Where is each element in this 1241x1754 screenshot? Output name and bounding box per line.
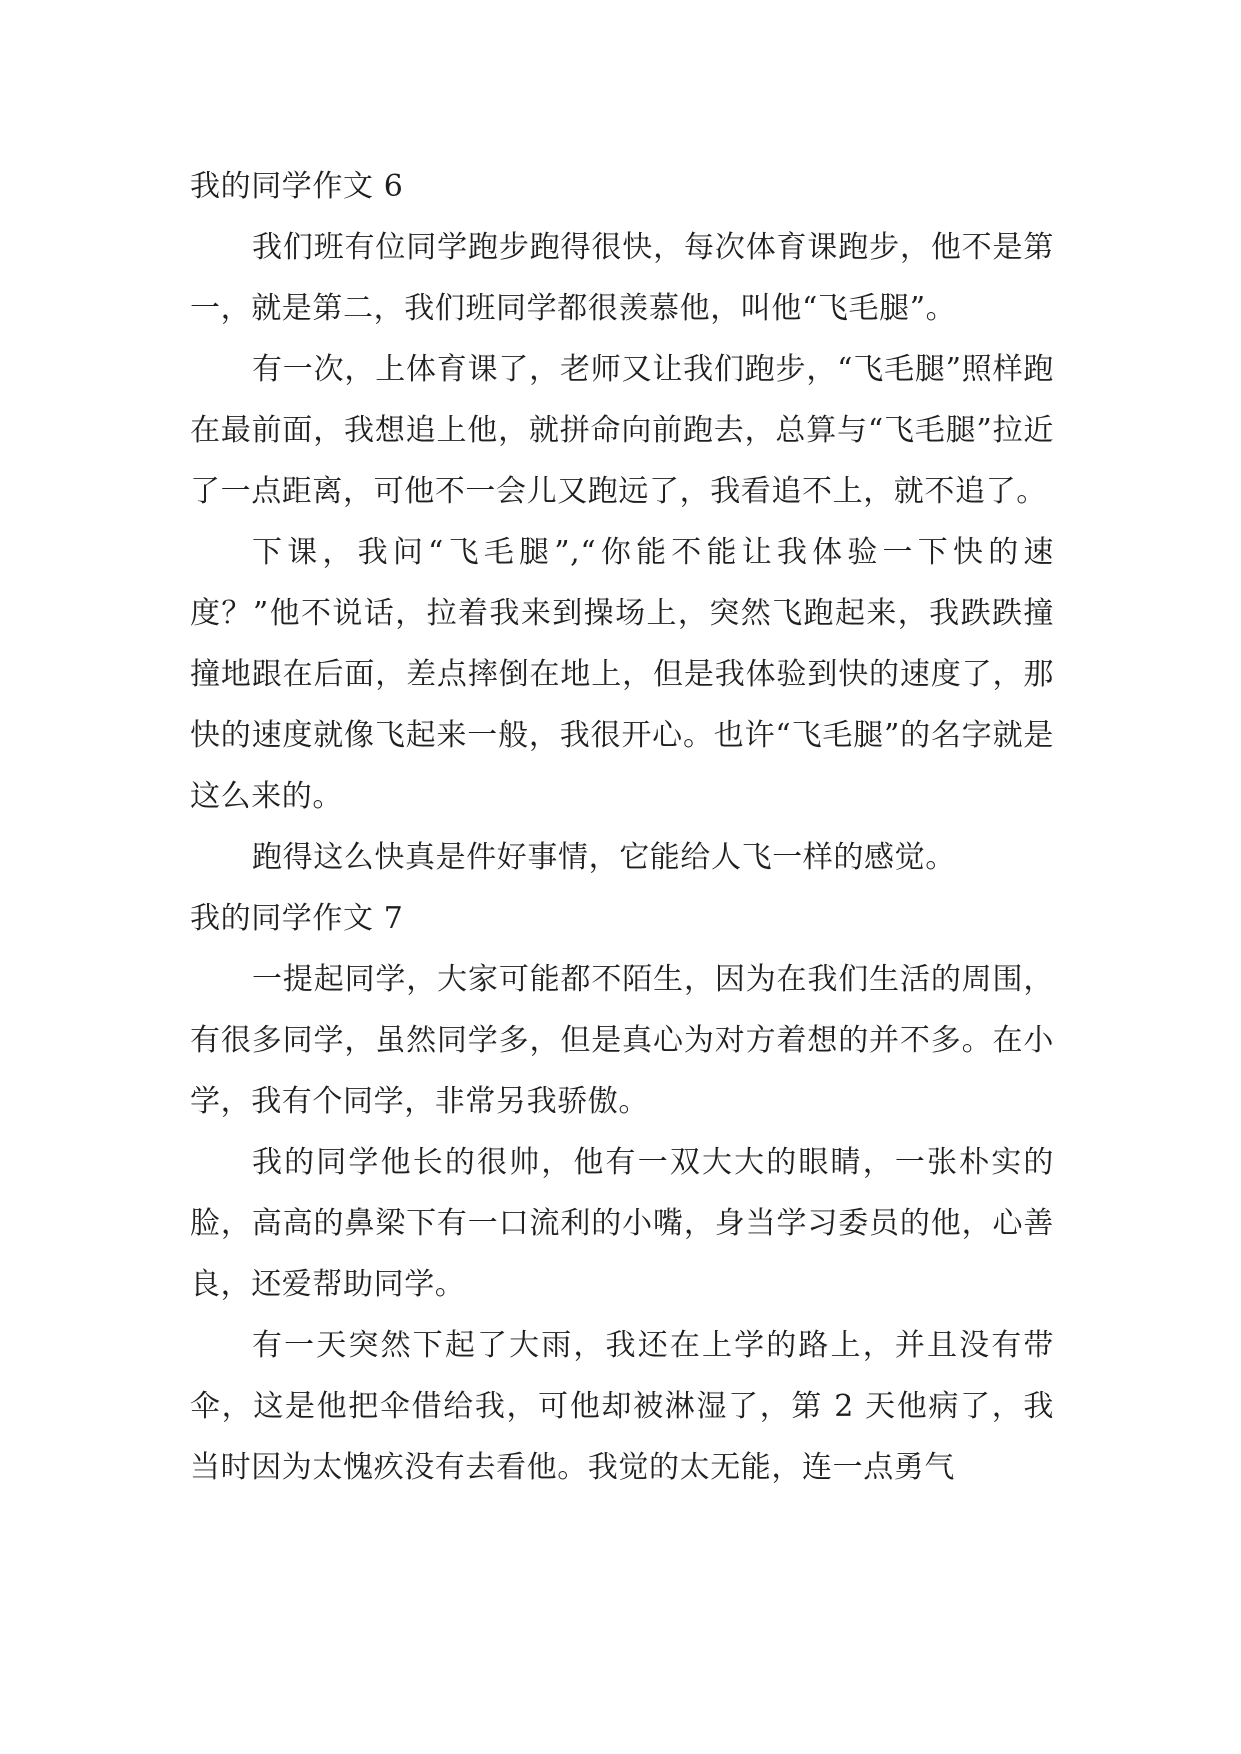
paragraph: 有一天突然下起了大雨，我还在上学的路上，并且没有带伞，这是他把伞借给我，可他却被淋湿了，第 2 天他病了，我当时因为太愧疚没有去看他。我觉的太无能，连一点勇气: [190, 1328, 1054, 1485]
paragraph: 我的同学他长的很帅，他有一双大大的眼睛，一张朴实的脸，高高的鼻梁下有一口流利的小嘴，身当学习委员的他，心善良，还爱帮助同学。: [190, 1145, 1054, 1302]
paragraph: 一提起同学，大家可能都不陌生，因为在我们生活的周围，有很多同学，虽然同学多，但是真心为对方着想的并不多。在小学，我有个同学，非常另我骄傲。: [190, 962, 1054, 1119]
essay-6: [190, 156, 1054, 888]
essay-title: 我的同学作文 7: [190, 901, 404, 936]
paragraph: 下课，我问“飞毛腿”,“你能不能让我体验一下快的速度？”他不说话，拉着我来到操场上，突然飞跑起来，我跌跌撞撞地跟在后面，差点摔倒在地上，但是我体验到快的速度了，那快的速度就像飞起来一般，我很开心。也许“飞毛腿”的名字就是这么来的。: [190, 535, 1054, 814]
essay-7: [190, 888, 1054, 1498]
document-page: [190, 156, 1054, 1498]
essay-title: 我的同学作文 6: [190, 169, 404, 204]
paragraph: 跑得这么快真是件好事情，它能给人飞一样的感觉。: [252, 840, 956, 875]
paragraph: 有一次，上体育课了，老师又让我们跑步，“飞毛腿”照样跑在最前面，我想追上他，就拼命向前跑去，总算与“飞毛腿”拉近了一点距离，可他不一会儿又跑远了，我看追不上，就不追了。: [190, 352, 1054, 509]
paragraph: 我们班有位同学跑步跑得很快，每次体育课跑步，他不是第一，就是第二，我们班同学都很羡慕他，叫他“飞毛腿”。: [190, 230, 1054, 326]
